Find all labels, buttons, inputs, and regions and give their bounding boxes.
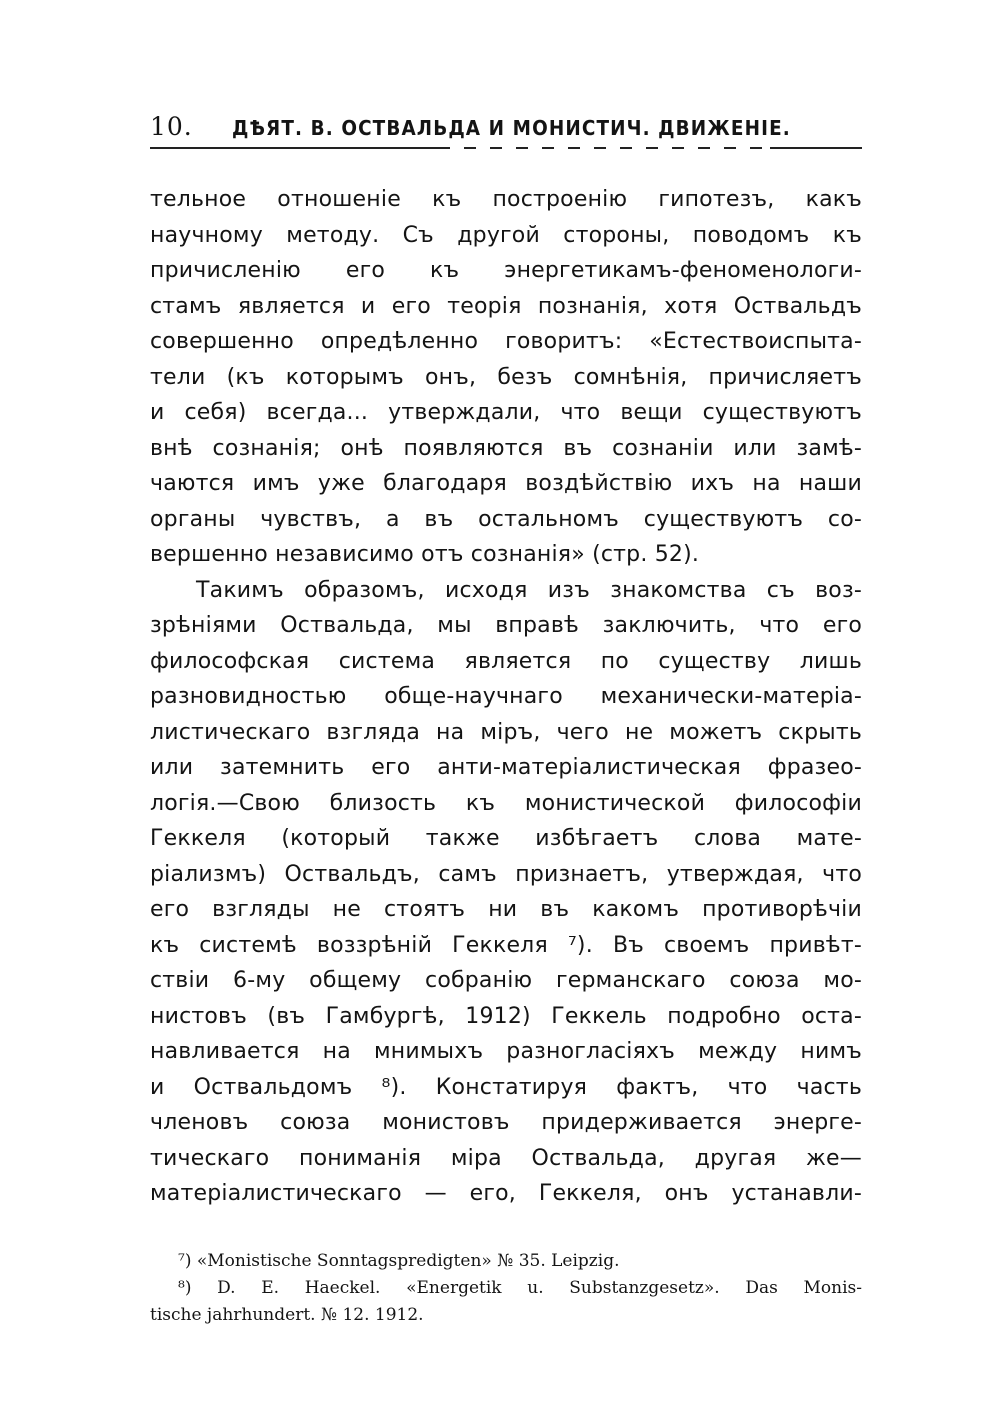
text-line: совершенно опредѣленно говоритъ: «Естествоиспыта- bbox=[150, 329, 862, 354]
paragraph-2 bbox=[150, 573, 862, 1212]
text-line: чаются имъ уже благодаря воздѣйствію ихъ на наши bbox=[150, 471, 862, 496]
text-line: стамъ является и его теорія познанія, хотя Оствальдъ bbox=[150, 293, 862, 319]
header-rule bbox=[150, 147, 862, 149]
footnote-7: ⁷) «Monistische Sonntagspredigten» № 35. Leipzig. bbox=[178, 1251, 620, 1271]
running-title: ДѢЯТ. В. ОСТВАЛЬДА И МОНИСТИЧ. ДВИЖЕНІЕ. bbox=[232, 116, 791, 140]
text-line: вершенно независимо отъ сознанія» (стр. 52). bbox=[150, 542, 700, 567]
footnotes bbox=[150, 1248, 862, 1329]
text-line: органы чувствъ, а въ остальномъ существуютъ со- bbox=[150, 506, 862, 532]
text-line: навливается на мнимыхъ разногласіяхъ между нимъ bbox=[150, 1039, 862, 1064]
text-line: логія.—Свою близость къ монистической философіи bbox=[150, 790, 862, 816]
text-line: научному методу. Съ другой стороны, поводомъ къ bbox=[150, 222, 862, 248]
text-line: философская система является по существу лишь bbox=[150, 648, 862, 674]
text-line: внѣ сознанія; онѣ появляются въ сознаніи или замѣ- bbox=[150, 435, 862, 461]
text-line: ріализмъ) Оствальдъ, самъ признаетъ, утверждая, что bbox=[150, 861, 862, 887]
text-line: ствіи 6-му общему собранію германскаго союза мо- bbox=[150, 968, 862, 993]
text-line: матеріалистическаго — его, Геккеля, онъ устанавли- bbox=[150, 1181, 862, 1206]
text-line: зрѣніями Оствальда, мы вправѣ заключить, что его bbox=[150, 613, 862, 638]
text-line: Такимъ образомъ, исходя изъ знакомства съ воз- bbox=[196, 577, 862, 603]
text-line: нистовъ (въ Гамбургѣ, 1912) Геккель подробно оста- bbox=[150, 1003, 862, 1029]
text-line: тическаго пониманія міра Оствальда, другая же— bbox=[150, 1145, 862, 1171]
paragraph-1 bbox=[150, 182, 862, 573]
text-line: къ системѣ воззрѣній Геккеля ⁷). Въ своемъ привѣт- bbox=[150, 932, 862, 958]
text-line: тельное отношеніе къ построенію гипотезъ, какъ bbox=[150, 187, 862, 212]
page-header bbox=[150, 112, 862, 148]
text-line: разновидностью обще-научнаго механически-матеріа- bbox=[150, 684, 862, 709]
text-line: членовъ союза монистовъ придерживается энерге- bbox=[150, 1110, 862, 1135]
footnote-8: ⁸) D. E. Haeckel. «Energetik u. Substanzgesetz». Das Monis- bbox=[178, 1278, 862, 1298]
text-line: Геккеля (который также избѣгаетъ слова мате- bbox=[150, 826, 862, 851]
text-line: тели (къ которымъ онъ, безъ сомнѣнія, причисляетъ bbox=[150, 364, 862, 390]
page-number: 10. bbox=[150, 112, 193, 141]
text-line: или затемнить его анти-матеріалистическая фразео- bbox=[150, 755, 862, 780]
body-text bbox=[150, 182, 862, 1212]
footnote-8-continuation: tische jahrhundert. № 12. 1912. bbox=[150, 1305, 424, 1325]
text-line: и Оствальдомъ ⁸). Констатируя фактъ, что часть bbox=[150, 1074, 862, 1100]
text-line: его взгляды не стоятъ ни въ какомъ противорѣчіи bbox=[150, 897, 862, 922]
text-line: листическаго взгляда на міръ, чего не можетъ скрыть bbox=[150, 719, 862, 745]
text-line: причисленію его къ энергетикамъ-феноменологи- bbox=[150, 258, 862, 283]
text-line: и себя) всегда... утверждали, что вещи существуютъ bbox=[150, 400, 862, 425]
